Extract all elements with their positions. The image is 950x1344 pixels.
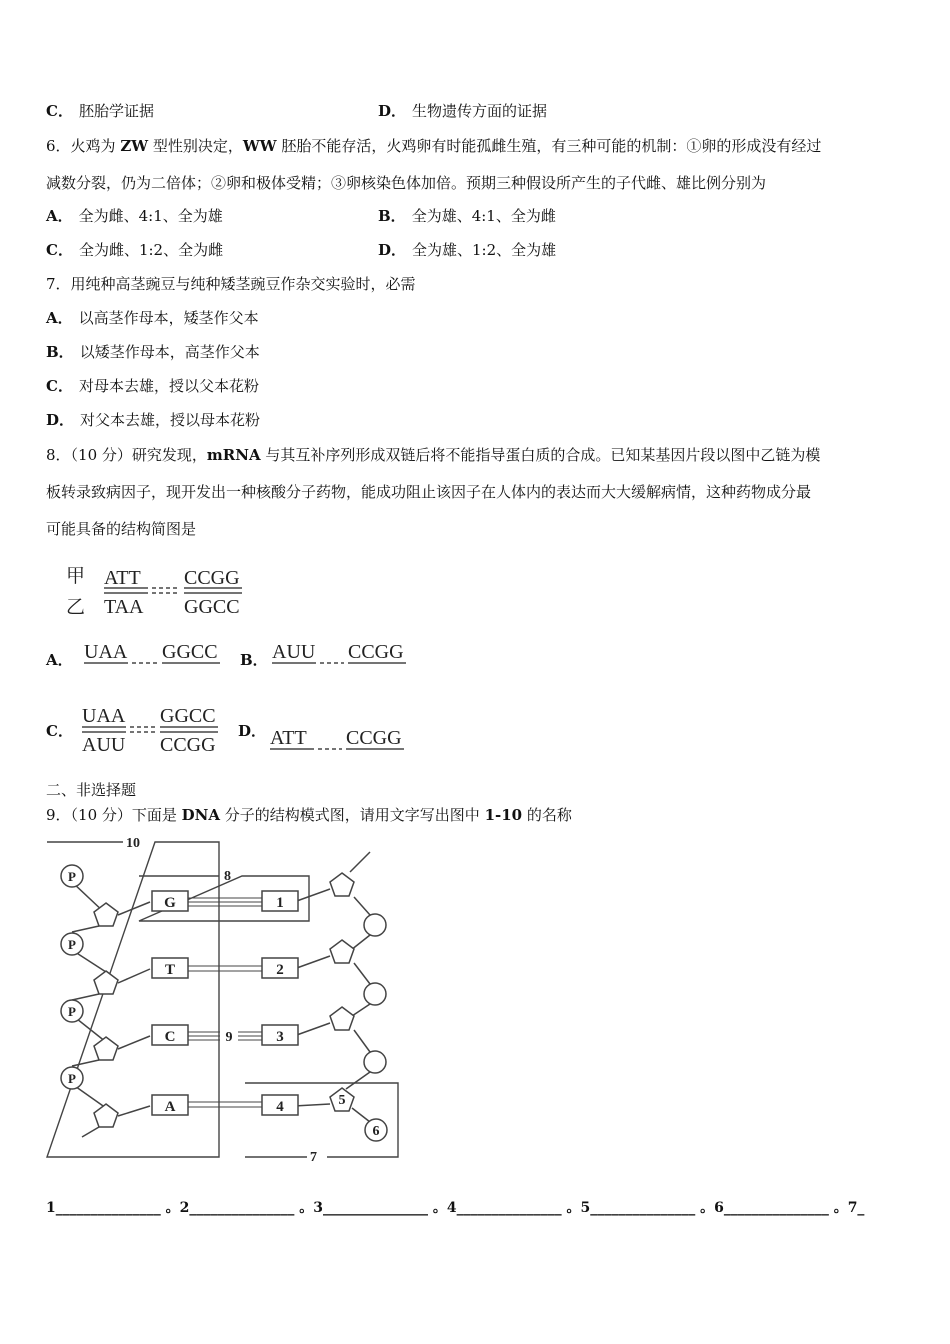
phosphate-label: P [68,1004,76,1019]
q6-stem-line2: 减数分裂，仍为二倍体；②卵和极体受精；③卵核染色体加倍。预期三种假设所产生的子代雌、雄比例分别为 [46,174,767,192]
backbone-link [352,1108,370,1122]
opt-a-seq-2: GGCC [162,641,218,663]
yi-label: 乙 [66,596,86,618]
base-right-2: 2 [276,962,284,978]
base-left-3: C [164,1029,176,1045]
label-7: 7 [310,1150,317,1165]
deoxyribose-icon [330,873,354,896]
opt-d-seq-2: CCGG [346,727,402,749]
q8-option-d-figure [266,722,416,756]
base-right-1: 1 [276,895,284,911]
backbone-link [72,1060,99,1066]
opt-c-seq-2: GGCC [160,705,216,727]
opt-d-seq-1: ATT [270,727,307,749]
sugar-base-bond [118,1106,150,1116]
sugar-base-bond [294,956,330,969]
q8-option-b-label: B． [240,651,268,669]
dna-structure-diagram [40,832,410,1168]
q6-option-b: B． 全为雄、4:1、全为雌 [378,207,556,225]
q6-option-c: C． 全为雌、1:2、全为雌 [46,241,224,259]
base-left-2: T [164,962,176,978]
phosphate-icon [364,914,386,936]
deoxyribose-icon [94,971,118,994]
q8-option-a-label: A． [46,651,73,669]
backbone-link [354,963,370,984]
base-right-4: 4 [276,1099,284,1115]
deoxyribose-icon [94,1037,118,1060]
q8-stem-line2: 板转录致病因子，现开发出一种核酸分子药物，能成功阻止该因子在人体内的表达而大大缓解病情，这种药物成分最 [46,483,812,501]
label-8: 8 [224,869,231,884]
sugar-base-bond [118,1036,150,1049]
sugar-base-bond [294,889,330,902]
q8-stem-line1: 8．（10 分）研究发现，mRNA 与其互补序列形成双链后将不能指导蛋白质的合成。已知某基因片段以图中乙链为模 [46,446,821,464]
opt-a-seq-1: UAA [84,641,128,663]
q8-strand-figure [60,560,260,622]
opt-b-seq-1: AUU [272,641,316,663]
opt-c-seq-1: UAA [82,705,126,727]
opt-c-seq-4: CCGG [160,734,216,756]
q6-stem-line1: 6．火鸡为 ZW 型性别决定，WW 胚胎不能存活，火鸡卵有时能孤雌生殖，有三种可能的机制：①卵的形成没有经过 [46,137,822,155]
phosphate-icon [364,1051,386,1073]
label-5: 5 [338,1093,346,1108]
sugar-base-bond [294,1023,330,1036]
base-right-3: 3 [276,1029,284,1045]
sugar-base-bond [294,1104,330,1106]
label-6: 6 [372,1124,380,1139]
q6-option-d: D． 全为雄、1:2、全为雄 [378,241,557,259]
jia-seq-1: ATT [104,567,141,589]
q8-option-c-figure [78,700,228,760]
backbone-link [82,1127,99,1137]
q7-stem: 7．用纯种高茎豌豆与纯种矮茎豌豆作杂交实验时，必需 [46,275,416,293]
label-10: 10 [126,836,140,851]
q7-option-d: D． 对父本去雄，授以母本花粉 [46,411,261,429]
q6-option-a: A． 全为雌、4:1、全为雄 [46,207,223,225]
base-left-1: G [164,895,176,911]
q5-option-c: C． 胚胎学证据 [46,102,154,120]
jia-seq-2: CCGG [184,567,240,589]
backbone-link [346,1072,370,1089]
q9-answer-blanks[interactable]: 1_______________ 。2_______________ 。3_______________ 。4_______________ 。5_______________ 。6_______________ 。7_ [46,1200,865,1216]
q8-stem-line3: 可能具备的结构简图是 [46,520,197,538]
backbone-link [354,897,370,915]
q8-option-c-label: C． [46,722,73,740]
section-title: 二、非选择题 [46,781,137,799]
yi-seq-2: GGCC [184,596,240,618]
q7-option-a: A． 以高茎作母本，矮茎作父本 [46,309,259,327]
deoxyribose-icon [330,1007,354,1030]
backbone-link [72,994,99,1000]
backbone-link [354,1030,370,1052]
q8-option-b-figure [268,636,418,670]
yi-seq-1: TAA [104,596,144,618]
deoxyribose-icon [330,940,354,963]
opt-b-seq-2: CCGG [348,641,404,663]
q5-option-d: D． 生物遗传方面的证据 [378,102,548,120]
phosphate-label: P [68,937,76,952]
q8-option-a-figure [80,636,230,670]
q9-stem: 9．（10 分）下面是 DNA 分子的结构模式图，请用文字写出图中 1-10 的名称 [46,806,572,824]
q7-option-c: C． 对母本去雄，授以父本花粉 [46,377,259,395]
phosphate-icon [364,983,386,1005]
phosphate-label: P [68,1071,76,1086]
deoxyribose-icon [94,1104,118,1127]
jia-label: 甲 [66,565,86,587]
opt-c-seq-3: AUU [82,734,126,756]
phosphate-label: P [68,869,76,884]
q8-option-d-label: D． [238,722,267,740]
backbone-link [72,926,99,932]
base-left-4: A [164,1099,176,1115]
q7-option-b: B． 以矮茎作母本，高茎作父本 [46,343,260,361]
sugar-base-bond [118,969,150,983]
backbone-link [350,852,370,872]
label-9: 9 [225,1030,233,1045]
